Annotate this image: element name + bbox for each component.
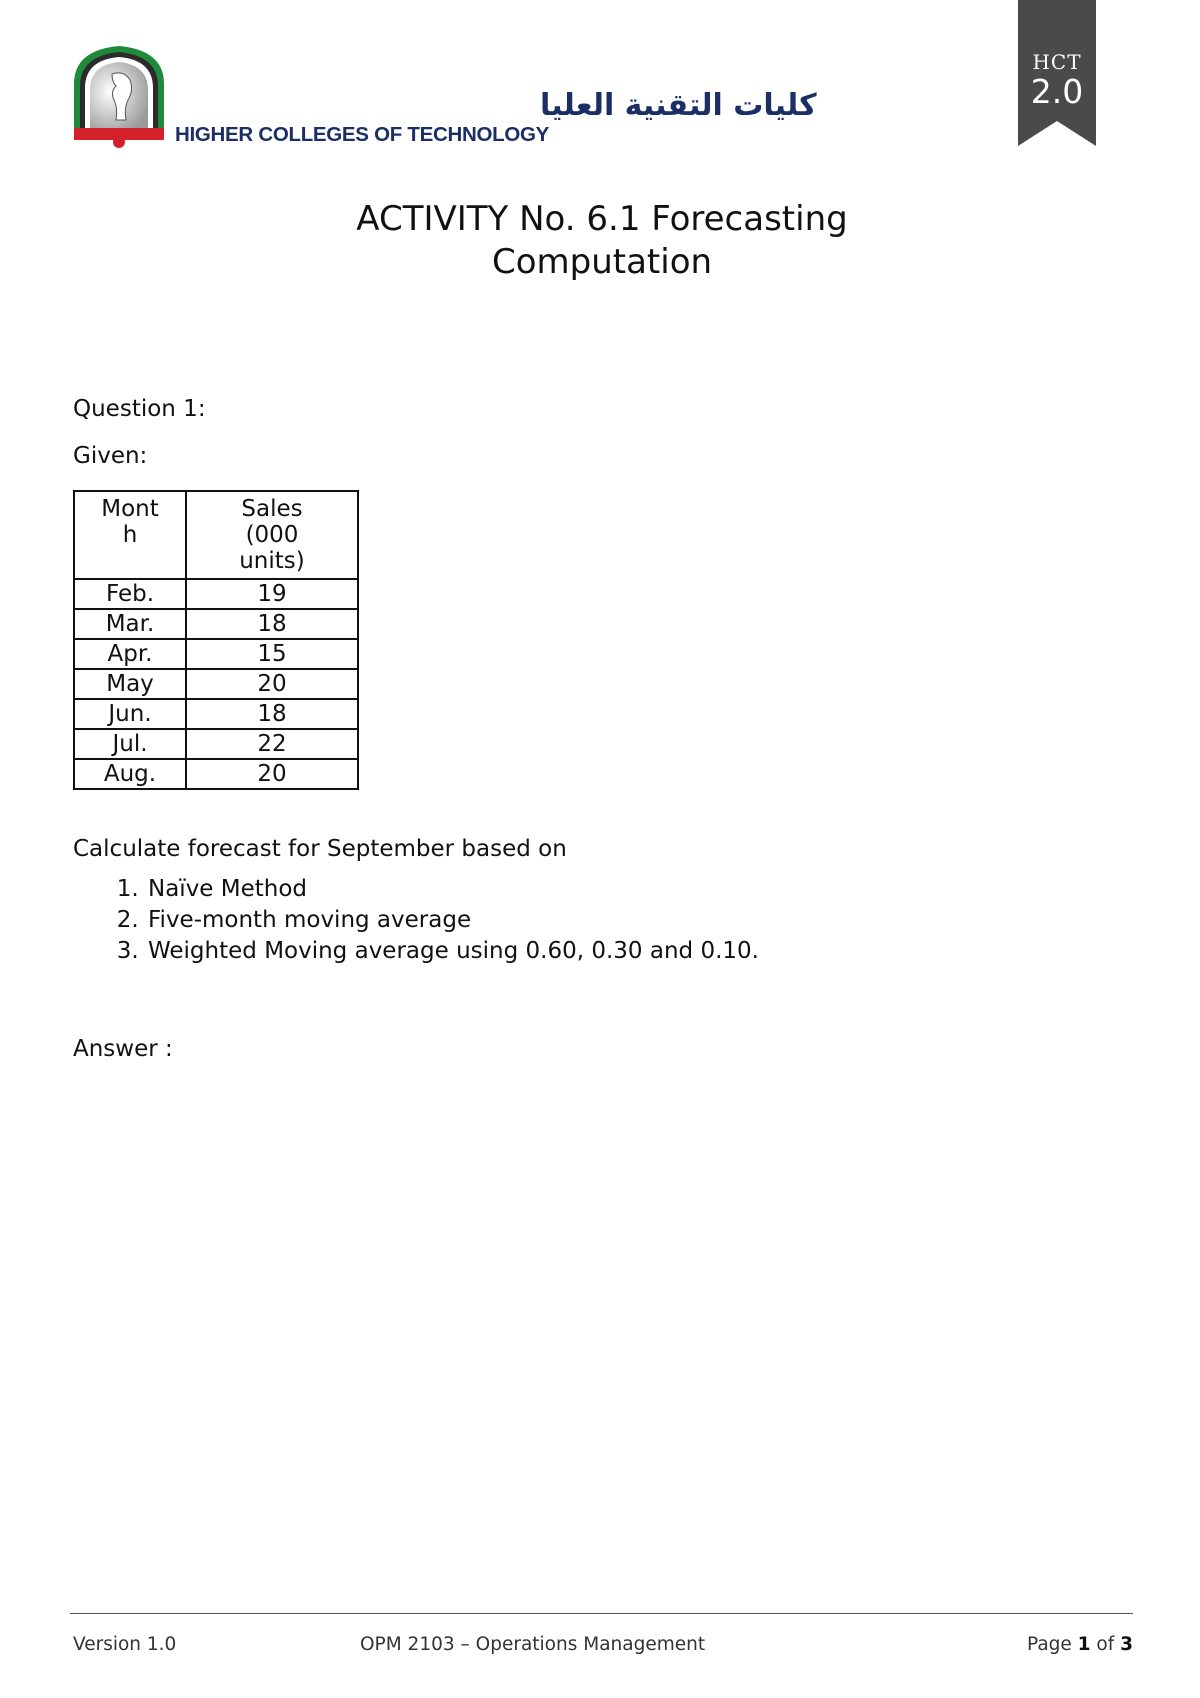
- footer-version: Version 1.0: [73, 1634, 177, 1655]
- table-header-row: [74, 491, 358, 579]
- cell-sales: 20: [186, 759, 358, 789]
- cell-month: May: [74, 669, 186, 699]
- table-row: [74, 699, 358, 729]
- cell-sales: 19: [186, 579, 358, 609]
- cell-sales: 18: [186, 609, 358, 639]
- list-item: 1. Naïve Method: [146, 874, 759, 905]
- table-row: [74, 609, 358, 639]
- logo-arabic-wordmark: [174, 82, 817, 124]
- cell-month: Apr.: [74, 639, 186, 669]
- list-item: 2. Five-month moving average: [146, 905, 759, 936]
- page-title: [200, 198, 1004, 284]
- table-row: [74, 759, 358, 789]
- footer-course: OPM 2103 – Operations Management: [360, 1634, 706, 1655]
- table-row: [74, 639, 358, 669]
- hct-emblem-icon: [72, 44, 166, 150]
- title-line-2: Computation: [491, 242, 713, 282]
- list-item: 3. Weighted Moving average using 0.60, 0.30 and 0.10.: [146, 936, 759, 967]
- title-line-1: ACTIVITY No. 6.1 Forecasting: [356, 199, 848, 239]
- hct-logo: [72, 44, 817, 154]
- cell-month: Aug.: [74, 759, 186, 789]
- cell-sales: 22: [186, 729, 358, 759]
- table-row: [74, 579, 358, 609]
- table-row: [74, 669, 358, 699]
- badge-version-text: 2.0: [1030, 72, 1084, 111]
- header-sales: Sales (000 units): [186, 491, 358, 579]
- cell-month: Jun.: [74, 699, 186, 729]
- logo-english-wordmark: HIGHER COLLEGES OF TECHNOLOGY: [175, 123, 549, 146]
- question-label: Question 1:: [73, 396, 206, 422]
- footer-divider: [70, 1613, 1133, 1614]
- cell-month: Mar.: [74, 609, 186, 639]
- cell-sales: 15: [186, 639, 358, 669]
- cell-sales: 18: [186, 699, 358, 729]
- svg-text:كليات التقنية العليا: كليات التقنية العليا: [540, 88, 817, 123]
- cell-month: Feb.: [74, 579, 186, 609]
- badge-hct-text: HCT: [1032, 50, 1082, 74]
- given-label: Given:: [73, 443, 148, 469]
- cell-month: Jul.: [74, 729, 186, 759]
- answer-label: Answer :: [73, 1036, 173, 1062]
- footer-page-number: Page 1 of 3: [1027, 1634, 1134, 1655]
- sales-table: [73, 490, 359, 790]
- cell-sales: 20: [186, 669, 358, 699]
- header-month: Mont h: [74, 491, 186, 579]
- method-list: [108, 874, 759, 967]
- table-row: [74, 729, 358, 759]
- instruction-text: Calculate forecast for September based on: [73, 836, 567, 862]
